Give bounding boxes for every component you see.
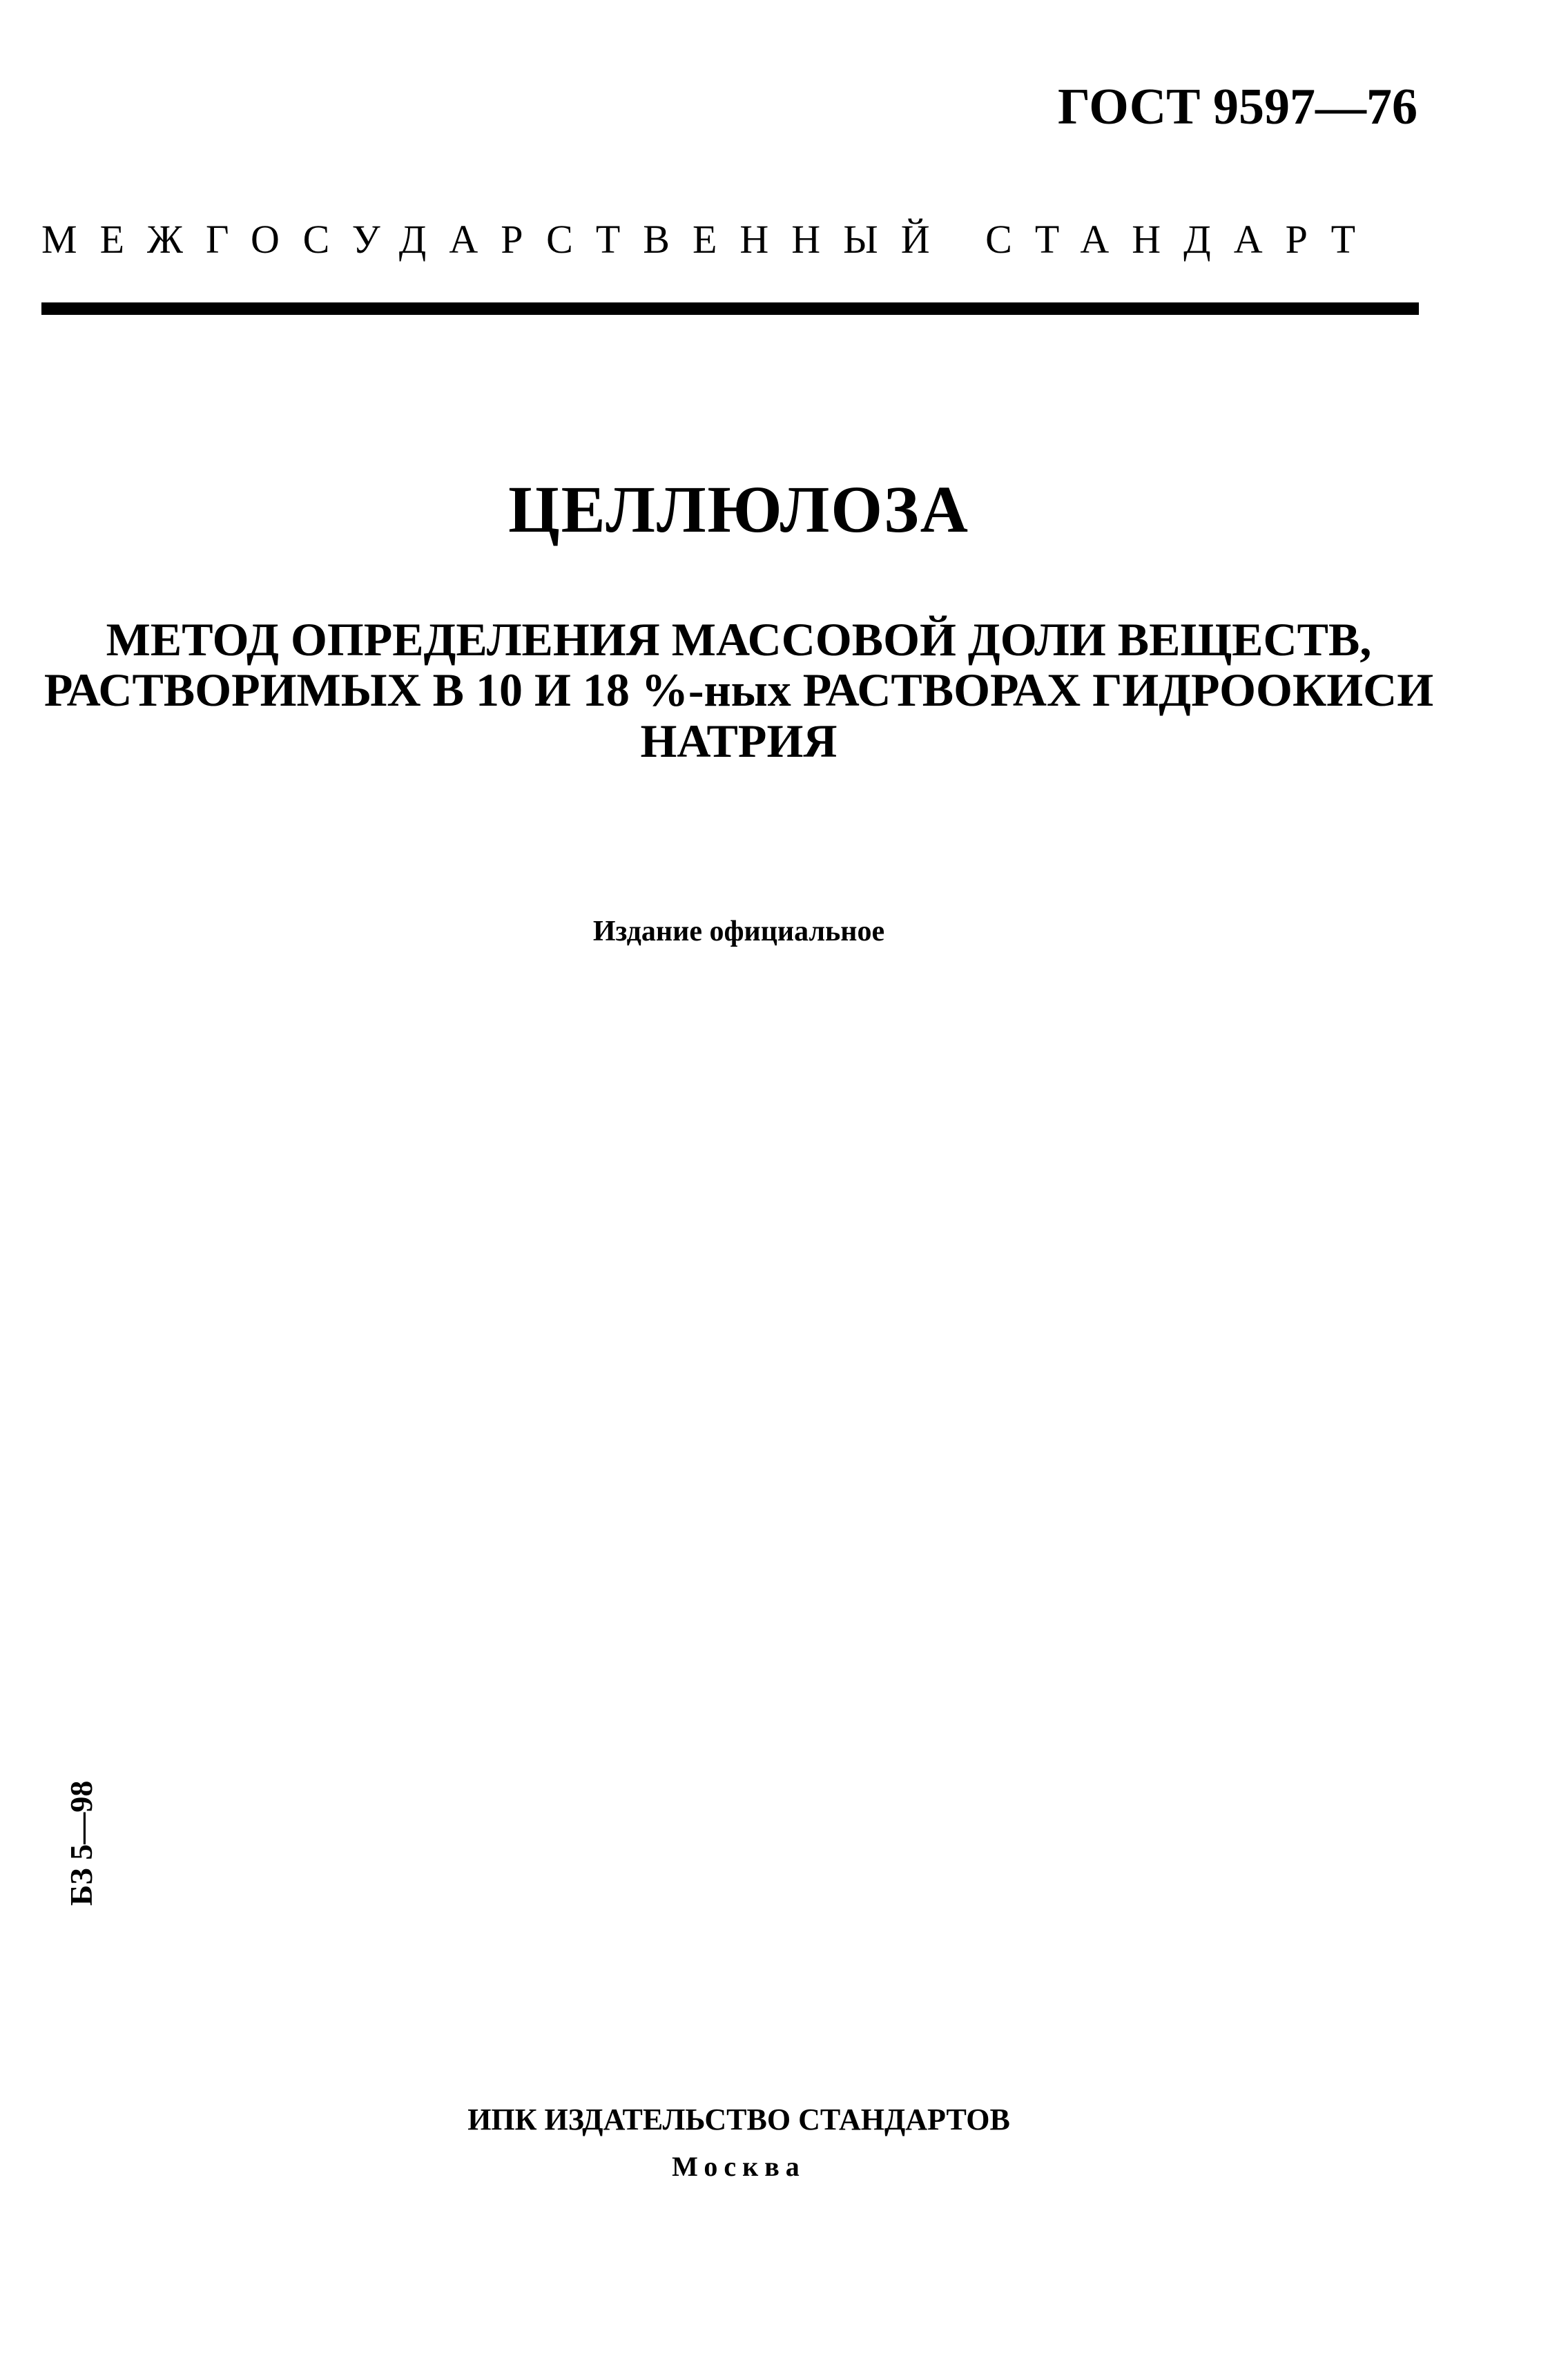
subtitle-line: МЕТОД ОПРЕДЕЛЕНИЯ МАССОВОЙ ДОЛИ ВЕЩЕСТВ,	[106, 613, 1372, 666]
edition-note: Издание официальное	[592, 916, 885, 947]
document-number: ГОСТ 9597—76	[1058, 79, 1417, 135]
publisher-name: ИПК ИЗДАТЕЛЬСТВО СТАНДАРТОВ	[467, 2103, 1010, 2136]
document-title: ЦЕЛЛЮЛОЗА	[507, 472, 969, 546]
order-code: БЗ 5—98	[64, 1780, 99, 1906]
subtitle-line: НАТРИЯ	[640, 714, 838, 767]
document-subtitle	[0, 615, 1478, 766]
header-rule	[41, 302, 1419, 315]
publisher-city: Москва	[672, 2151, 806, 2182]
subtitle-line: РАСТВОРИМЫХ В 10 И 18 %-ных РАСТВОРАХ ГИДРООКИСИ	[43, 664, 1434, 717]
standard-type-heading: МЕЖГОСУДАРСТВЕННЫЙ СТАНДАРТ	[41, 217, 1378, 262]
